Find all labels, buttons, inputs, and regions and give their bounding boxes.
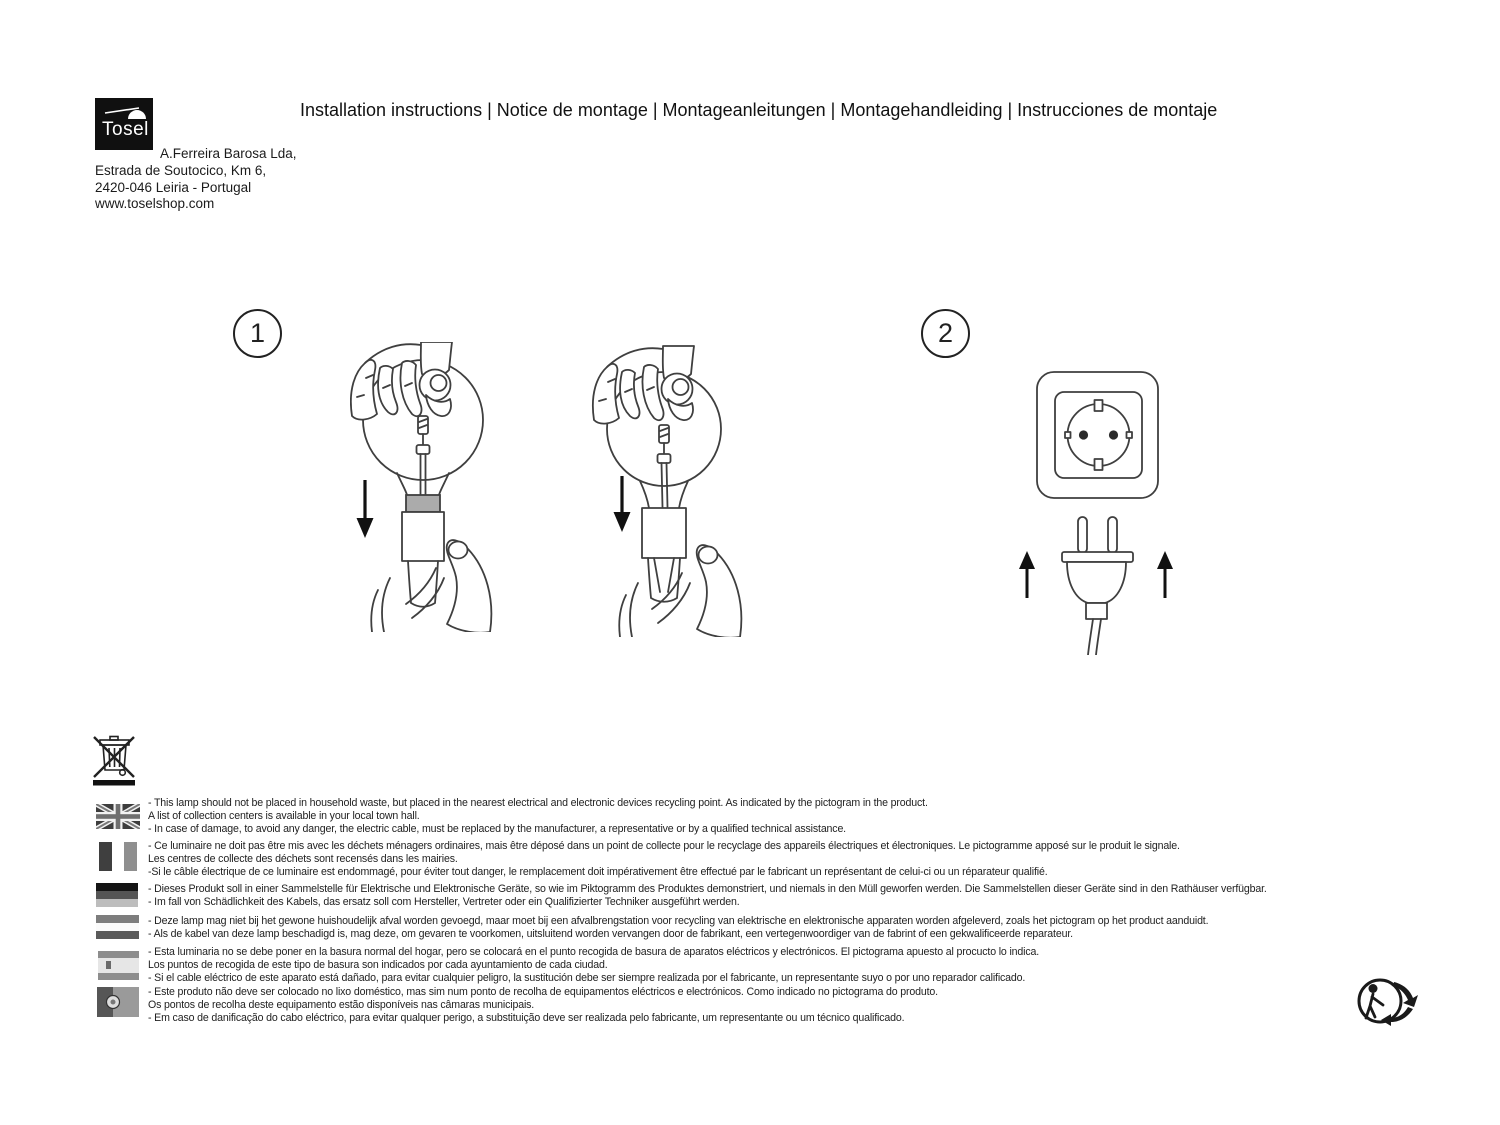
notice-line: Os pontos de recolha deste equipamento estão disponíveis nas câmaras municipais. xyxy=(148,999,535,1011)
wall-socket-plug-illustration xyxy=(1005,355,1205,655)
portugal-flag-icon xyxy=(97,987,139,1017)
notice-row-french xyxy=(148,840,1180,879)
notice-line: -Si le câble électrique de ce luminaire est endommagé, pour éviter tout danger, le remplacement doit impérativement être effectué par le fabricant un représentant de celui-ci ou un réparateur qualifié. xyxy=(148,866,1048,878)
address-line-2: 2420-046 Leiria - Portugal xyxy=(95,180,252,195)
uk-flag-icon xyxy=(96,804,140,829)
notice-line: - Si el cable eléctrico de este aparato está dañado, para evitar cualquier peligro, la sustitución debe ser siempre realizada por el fabricante, un representante suyo o por uno reparador calificado. xyxy=(148,972,1026,984)
power-plug-icon xyxy=(1062,517,1133,655)
triman-recycling-icon xyxy=(1356,976,1424,1026)
website-url: www.toselshop.com xyxy=(95,196,215,211)
notice-line: - Im fall von Schädlichkeit des Kabels, das ersatz soll com Hersteller, Vertreter oder ein Qualifizierter Techniker ausgeführt werden. xyxy=(148,896,740,908)
notice-line: - Ce luminaire ne doit pas être mis avec les déchets ménagers ordinaires, mais être déposé dans un point de collecte pour le recyclage des appareils électriques et électroniques. Le pictogramme apposé sur le produit le signale. xyxy=(148,840,1180,852)
notice-line: - Dieses Produkt soll in einer Sammelstelle für Elektrische und Elektronische Geräte, so wie im Piktogramm des Produktes demonstriert, und niemals in den Müll geworfen werden. Die Sammelstellen dieser Geräte sind in den Rathäuser verfügbar. xyxy=(148,883,1267,895)
logo-text: Tosel xyxy=(102,119,149,140)
holding-hand-top-icon xyxy=(351,342,452,420)
notice-line: - Este produto não deve ser colocado no lixo doméstico, mas sim num ponto de recolha de equipamentos eléctricos e electrónicos. Como indicado no pictograma do produto. xyxy=(148,986,938,998)
bulb-insert-illustration-1 xyxy=(350,342,495,632)
tosel-logo xyxy=(95,98,153,150)
step-2-number: 2 xyxy=(937,318,954,348)
bulb-insert-illustration-2 xyxy=(588,342,753,637)
down-arrow-icon xyxy=(614,476,631,532)
notice-row-dutch xyxy=(148,915,1208,941)
notice-line: - Deze lamp mag niet bij het gewone huishoudelijk afval worden gevoegd, maar moet bij een afvalbrengstation voor recycling van elektrische en elektronische apparaten worden afgeleverd, zoals het pictogram op het product aanduidt. xyxy=(148,915,1209,927)
step-2-badge xyxy=(921,309,970,358)
address-line-1: Estrada de Soutocico, Km 6, xyxy=(95,163,267,178)
notice-row-german xyxy=(148,883,1267,909)
schuko-socket-icon xyxy=(1037,372,1158,498)
notice-line: - Em caso de danificação do cabo eléctrico, para evitar qualquer perigo, a substituição deve ser realizada pelo fabricante, um representante ou um técnico qualificado. xyxy=(148,1012,905,1024)
holding-hand-top-icon xyxy=(593,346,694,424)
up-arrow-icon xyxy=(1019,551,1035,598)
company-name: A.Ferreira Barosa Lda, xyxy=(160,146,297,161)
step-1-number: 1 xyxy=(249,318,266,348)
notice-line: - This lamp should not be placed in household waste, but placed in the nearest electrical and electronic devices recycling point. As indicated by the pictogram in the product. xyxy=(148,797,928,809)
notice-line: Los puntos de recogida de este tipo de basura son indicados por cada ayuntamiento de cada ciudad. xyxy=(148,959,608,971)
notice-line: Les centres de collecte des déchets sont recensés dans les mairies. xyxy=(148,853,458,865)
page-title: Installation instructions | Notice de montage | Montageanleitungen | Montagehandleiding | Instrucciones de montaje xyxy=(300,100,1218,120)
notice-line: A list of collection centers is available in your local town hall. xyxy=(148,810,420,822)
notice-line: - Als de kabel van deze lamp beschadigd is, mag deze, om gevaren te voorkomen, uitsluitend worden vervangen door de fabrikant, een vertegenwoordiger van de fabrint of een gekwalificeerde reparateur. xyxy=(148,928,1073,940)
notice-row-portuguese xyxy=(148,986,938,1025)
notice-row-english xyxy=(148,797,928,836)
netherlands-flag-icon xyxy=(96,915,139,939)
notice-line: - In case of damage, to avoid any danger, the electric cable, must be replaced by the manufacturer, a representative or by a qualified technical assistance. xyxy=(148,823,846,835)
weee-crossed-bin-icon xyxy=(92,730,138,786)
up-arrow-icon xyxy=(1157,551,1173,598)
germany-flag-icon xyxy=(96,883,138,907)
step-1-badge xyxy=(233,309,282,358)
notice-line: - Esta luminaria no se debe poner en la basura normal del hogar, pero se colocará en el punto recogida de basura de aparatos eléctricos y electrónicos. El pictograma apuesto al procucto lo indica. xyxy=(148,946,1040,958)
notice-row-spanish xyxy=(148,946,1039,985)
france-flag-icon xyxy=(99,842,137,871)
spain-flag-icon xyxy=(98,951,139,980)
down-arrow-icon xyxy=(357,480,374,538)
